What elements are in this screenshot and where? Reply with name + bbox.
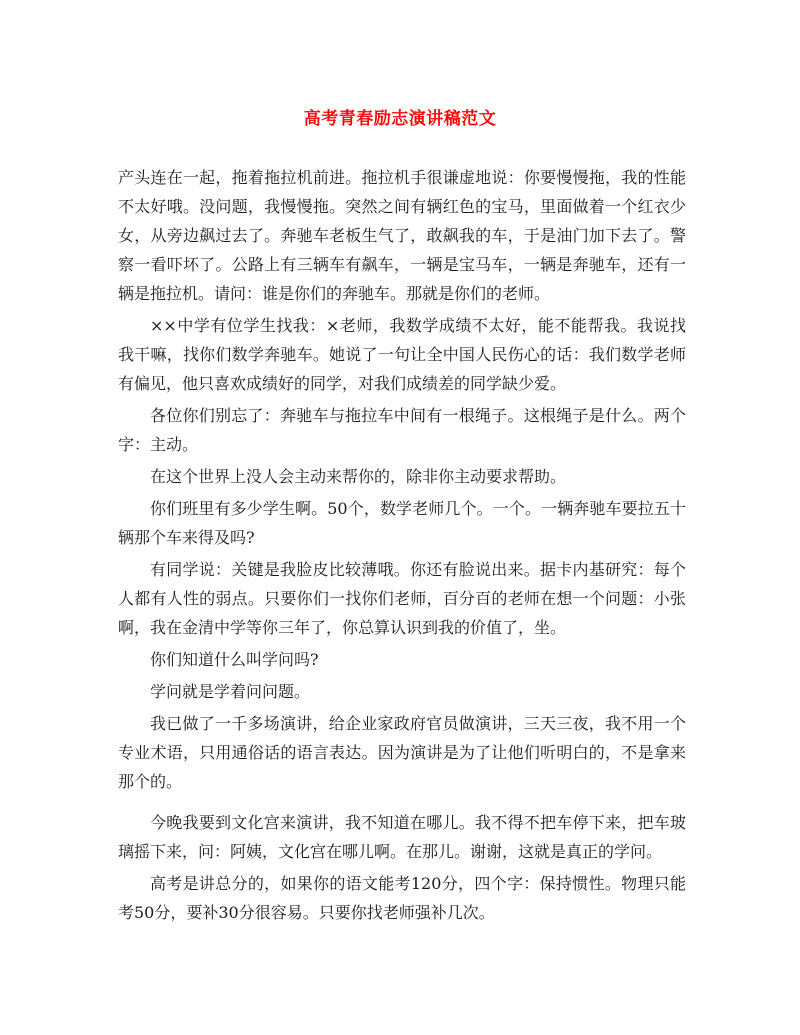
- paragraph-1: 产头连在一起，拖着拖拉机前进。拖拉机手很谦虚地说：你要慢慢拖，我的性能不太好哦。没问题，我慢慢拖。突然之间有辆红色的宝马，里面做着一个红衣少女，从旁边飙过去了。奔驰车老板生气了，敢飙我的车，于是油门加下去了。警察一看吓坏了。公路上有三辆车有飙车，一辆是宝马车，一辆是奔驰车，还有一辆是拖拉机。请问：谁是你们的奔驰车。那就是你们的老师。: [118, 168, 686, 303]
- paragraph-9: 我已做了一千多场演讲，给企业家政府官员做演讲，三天三夜，我不用一个专业术语，只用通俗话的语言表达。因为演讲是为了让他们听明白的，不是拿来那个的。: [118, 714, 686, 791]
- paragraph-8: 学问就是学着问问题。: [150, 682, 311, 701]
- paragraph-5: 你们班里有多少学生啊。50个，数学老师几个。一个。一辆奔驰车要拉五十辆那个车来得及吗?: [118, 499, 686, 547]
- paragraph-10: 今晚我要到文化宫来演讲，我不知道在哪儿。我不得不把车停下来，把车玻璃摇下来，问：阿姨，文化宫在哪儿啊。在那儿。谢谢，这就是真正的学问。: [118, 813, 686, 861]
- paragraph-3: 各位你们别忘了：奔驰车与拖拉车中间有一根绳子。这根绳子是什么。两个字：主动。: [118, 406, 686, 454]
- paragraph-2: ××中学有位学生找我：×老师，我数学成绩不太好，能不能帮我。我说找我干嘛，找你们数学奔驰车。她说了一句让全中国人民伤心的话：我们数学老师有偏见，他只喜欢成绩好的同学，对我们成绩差的同学缺少爱。: [118, 316, 686, 393]
- paragraph-7: 你们知道什么叫学问吗?: [150, 650, 319, 669]
- document-title: 高考青春励志演讲稿范文: [303, 109, 497, 129]
- document-body: [118, 163, 686, 930]
- paragraph-6: 有同学说：关键是我脸皮比较薄哦。你还有脸说出来。据卡内基研究：每个人都有人性的弱点。只要你们一找你们老师，百分百的老师在想一个问题：小张啊，我在金清中学等你三年了，你总算认识到我的价值了，坐。: [118, 560, 686, 637]
- paragraph-11: 高考是讲总分的，如果你的语文能考120分，四个字：保持惯性。物理只能考50分，要补30分很容易。只要你找老师强补几次。: [118, 874, 686, 922]
- paragraph-4: 在这个世界上没人会主动来帮你的，除非你主动要求帮助。: [150, 467, 567, 486]
